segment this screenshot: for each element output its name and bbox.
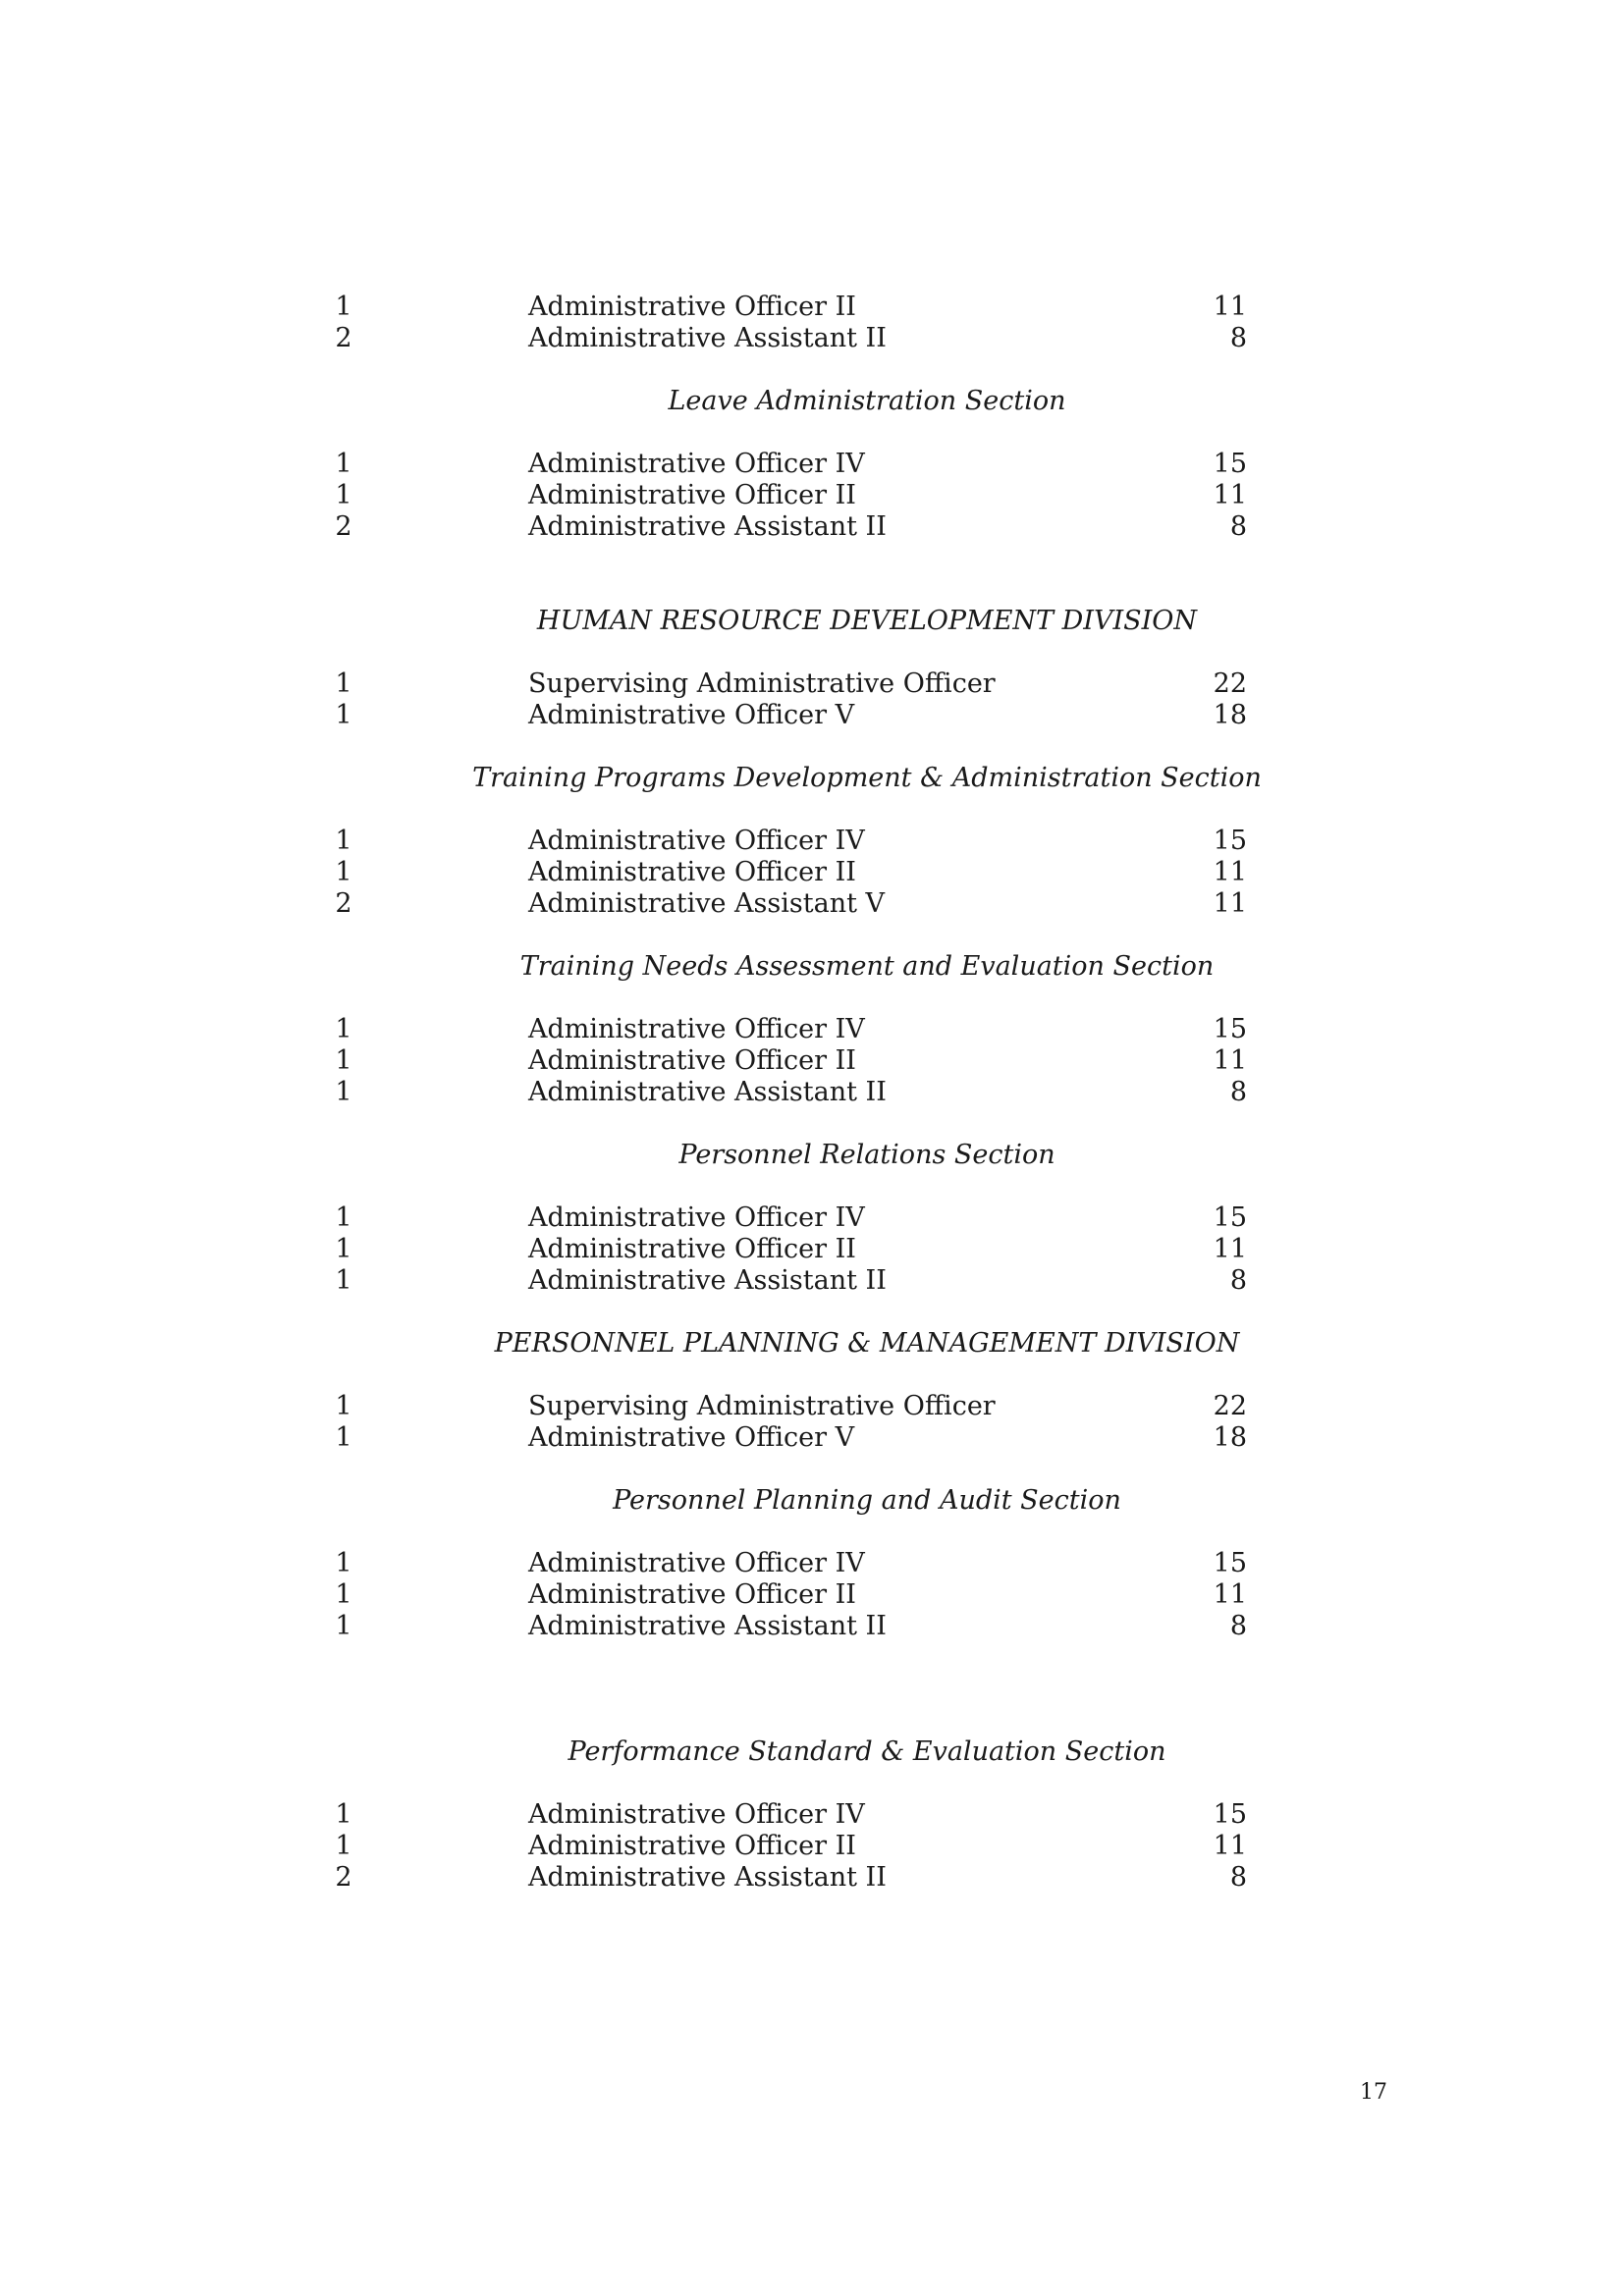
position-quantity: 1 — [335, 700, 352, 730]
position-row — [0, 667, 1623, 701]
position-quantity: 1 — [335, 449, 352, 479]
position-quantity: 1 — [335, 1265, 352, 1296]
position-quantity: 2 — [335, 511, 352, 542]
salary-grade: 15 — [1213, 449, 1247, 479]
position-row — [0, 699, 1623, 732]
position-title: Administrative Officer IV — [528, 826, 865, 856]
position-row — [0, 448, 1623, 481]
section-heading: Training Programs Development & Administration Section — [472, 763, 1262, 793]
salary-grade: 11 — [1213, 1831, 1247, 1861]
salary-grade: 8 — [1229, 323, 1247, 353]
salary-grade: 18 — [1213, 1422, 1247, 1453]
position-title: Administrative Officer IV — [528, 1799, 865, 1830]
position-row — [0, 1421, 1623, 1455]
section-heading: HUMAN RESOURCE DEVELOPMENT DIVISION — [536, 606, 1198, 636]
position-quantity: 2 — [335, 1862, 352, 1893]
position-title: Administrative Officer IV — [528, 449, 865, 479]
position-title: Administrative Officer V — [528, 700, 855, 730]
position-title: Administrative Assistant II — [528, 1611, 887, 1641]
salary-grade: 8 — [1229, 1862, 1247, 1893]
position-title: Administrative Officer II — [528, 857, 856, 887]
section-heading: Personnel Planning and Audit Section — [613, 1485, 1121, 1516]
salary-grade: 11 — [1213, 480, 1247, 510]
position-row — [0, 1830, 1623, 1863]
position-row — [0, 1044, 1623, 1078]
section-heading: PERSONNEL PLANNING & MANAGEMENT DIVISION — [494, 1328, 1240, 1359]
position-row — [0, 1610, 1623, 1643]
position-quantity: 1 — [335, 480, 352, 510]
salary-grade: 11 — [1213, 888, 1247, 919]
position-quantity: 1 — [335, 1422, 352, 1453]
section-heading: Leave Administration Section — [668, 386, 1066, 416]
position-row — [0, 1547, 1623, 1580]
position-quantity: 2 — [335, 888, 352, 919]
position-title: Administrative Assistant II — [528, 1862, 887, 1893]
position-quantity: 1 — [335, 292, 352, 322]
position-quantity: 1 — [335, 1077, 352, 1107]
position-title: Administrative Officer II — [528, 1579, 856, 1610]
position-title: Administrative Officer II — [528, 480, 856, 510]
position-row — [0, 825, 1623, 858]
position-title: Administrative Officer II — [528, 1831, 856, 1861]
position-title: Administrative Officer II — [528, 1234, 856, 1264]
salary-grade: 15 — [1213, 1202, 1247, 1233]
position-row — [0, 1264, 1623, 1298]
position-row — [0, 1390, 1623, 1423]
position-quantity: 2 — [335, 323, 352, 353]
salary-grade: 22 — [1213, 1391, 1247, 1421]
position-title: Administrative Officer II — [528, 292, 856, 322]
position-quantity: 1 — [335, 1045, 352, 1076]
position-quantity: 1 — [335, 1202, 352, 1233]
salary-grade: 15 — [1213, 1548, 1247, 1578]
salary-grade: 11 — [1213, 1579, 1247, 1610]
position-row — [0, 291, 1623, 324]
position-title: Supervising Administrative Officer — [528, 1391, 996, 1421]
salary-grade: 8 — [1229, 511, 1247, 542]
position-title: Administrative Officer IV — [528, 1202, 865, 1233]
salary-grade: 18 — [1213, 700, 1247, 730]
position-title: Administrative Assistant V — [528, 888, 886, 919]
position-title: Administrative Officer II — [528, 1045, 856, 1076]
position-quantity: 1 — [335, 1579, 352, 1610]
position-row — [0, 479, 1623, 512]
position-quantity: 1 — [335, 1611, 352, 1641]
salary-grade: 15 — [1213, 1014, 1247, 1044]
position-quantity: 1 — [335, 1234, 352, 1264]
position-row — [0, 1233, 1623, 1266]
position-title: Administrative Assistant II — [528, 1077, 887, 1107]
position-row — [0, 856, 1623, 889]
position-title: Administrative Assistant II — [528, 511, 887, 542]
position-title: Administrative Officer V — [528, 1422, 855, 1453]
salary-grade: 8 — [1229, 1265, 1247, 1296]
salary-grade: 11 — [1213, 1234, 1247, 1264]
position-row — [0, 887, 1623, 921]
position-row — [0, 1201, 1623, 1235]
position-quantity: 1 — [335, 826, 352, 856]
position-quantity: 1 — [335, 668, 352, 699]
position-row — [0, 322, 1623, 355]
salary-grade: 15 — [1213, 826, 1247, 856]
page-number: 17 — [1360, 2080, 1387, 2105]
position-quantity: 1 — [335, 857, 352, 887]
salary-grade: 22 — [1213, 668, 1247, 699]
position-quantity: 1 — [335, 1831, 352, 1861]
position-row — [0, 1076, 1623, 1109]
section-heading: Personnel Relations Section — [678, 1140, 1055, 1170]
section-heading: Training Needs Assessment and Evaluation Section — [519, 951, 1215, 982]
salary-grade: 8 — [1229, 1077, 1247, 1107]
salary-grade: 8 — [1229, 1611, 1247, 1641]
position-title: Administrative Assistant II — [528, 1265, 887, 1296]
salary-grade: 11 — [1213, 292, 1247, 322]
position-title: Administrative Officer IV — [528, 1548, 865, 1578]
position-row — [0, 1861, 1623, 1895]
position-quantity: 1 — [335, 1014, 352, 1044]
salary-grade: 15 — [1213, 1799, 1247, 1830]
position-title: Administrative Officer IV — [528, 1014, 865, 1044]
position-quantity: 1 — [335, 1548, 352, 1578]
position-quantity: 1 — [335, 1391, 352, 1421]
position-title: Administrative Assistant II — [528, 323, 887, 353]
position-row — [0, 1798, 1623, 1832]
salary-grade: 11 — [1213, 857, 1247, 887]
position-title: Supervising Administrative Officer — [528, 668, 996, 699]
position-quantity: 1 — [335, 1799, 352, 1830]
section-heading: Performance Standard & Evaluation Section — [568, 1736, 1166, 1767]
position-row — [0, 1578, 1623, 1612]
position-row — [0, 1013, 1623, 1046]
position-row — [0, 510, 1623, 544]
salary-grade: 11 — [1213, 1045, 1247, 1076]
